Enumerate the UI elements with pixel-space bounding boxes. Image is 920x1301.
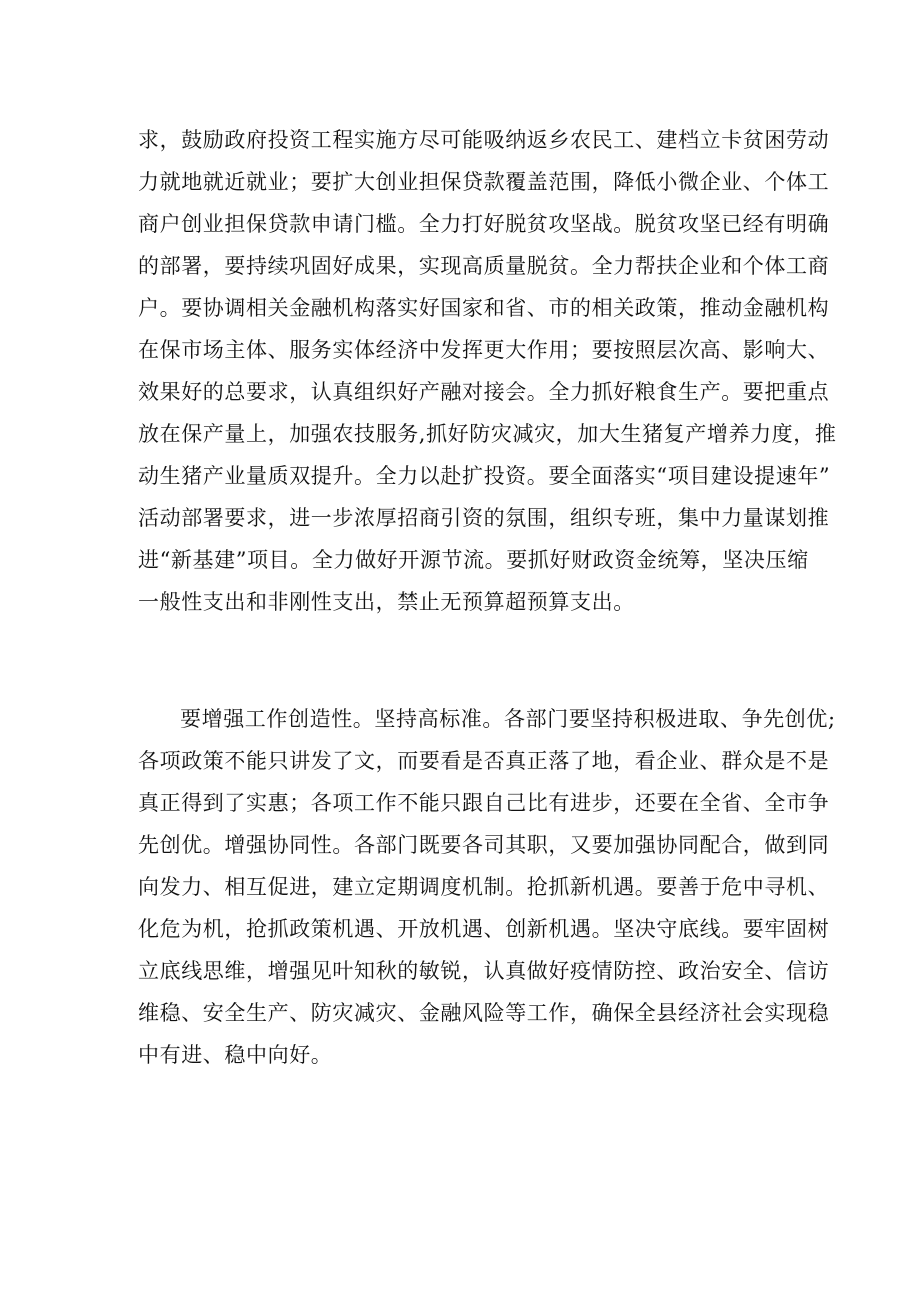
paragraph-line: 商户创业担保贷款申请门槛。全力打好脱贫攻坚战。脱贫攻坚已经有明确	[138, 212, 830, 236]
paragraph-2	[138, 698, 836, 1076]
paragraph-line: 真正得到了实惠；各项工作不能只跟自己比有进步，还要在全省、全市争	[138, 791, 830, 815]
paragraph-line: 要增强工作创造性。坚持高标准。各部门要坚持积极进取、争先创优;	[180, 707, 836, 731]
paragraph-line: 向发力、相互促进，建立定期调度机制。抢抓新机遇。要善于危中寻机、	[138, 875, 830, 899]
paragraph-line: 维稳、安全生产、防灾减灾、金融风险等工作，确保全县经济社会实现稳	[138, 1001, 830, 1025]
paragraph-line: 户。要协调相关金融机构落实好国家和省、市的相关政策，推动金融机构	[138, 296, 830, 320]
paragraph-1	[138, 119, 837, 623]
paragraph-line: 化危为机，抢抓政策机遇、开放机遇、创新机遇。坚决守底线。要牢固树	[138, 917, 830, 941]
paragraph-line: 立底线思维，增强见叶知秋的敏锐，认真做好疫情防控、政治安全、信访	[138, 959, 830, 983]
paragraph-line: 一般性支出和非刚性支出，禁止无预算超预算支出。	[138, 590, 635, 614]
paragraph-line: 进“新基建”项目。全力做好开源节流。要抓好财政资金统筹，坚决压缩	[138, 548, 809, 572]
paragraph-line: 在保市场主体、服务实体经济中发挥更大作用；要按照层次高、影响大、	[138, 338, 830, 362]
paragraph-line: 效果好的总要求，认真组织好产融对接会。全力抓好粮食生产。要把重点	[138, 380, 830, 404]
paragraph-line: 各项政策不能只讲发了文，而要看是否真正落了地，看企业、群众是不是	[138, 749, 830, 773]
paragraph-line: 求，鼓励政府投资工程实施方尽可能吸纳返乡农民工、建档立卡贫困劳动	[138, 128, 830, 152]
paragraph-line: 动生猪产业量质双提升。全力以赴扩投资。要全面落实“项目建设提速年”	[138, 464, 831, 488]
paragraph-line: 中有进、稳中向好。	[138, 1043, 333, 1067]
paragraph-line: 的部署，要持续巩固好成果，实现高质量脱贫。全力帮扶企业和个体工商	[138, 254, 830, 278]
paragraph-line: 放在保产量上，加强农技服务,抓好防灾减灾，加大生猪复产增养力度，推	[138, 422, 837, 446]
paragraph-line: 力就地就近就业；要扩大创业担保贷款覆盖范围，降低小微企业、个体工	[138, 170, 830, 194]
paragraph-line: 先创优。增强协同性。各部门既要各司其职，又要加强协同配合，做到同	[138, 833, 830, 857]
paragraph-line: 活动部署要求，进一步浓厚招商引资的氛围，组织专班，集中力量谋划推	[138, 506, 830, 530]
